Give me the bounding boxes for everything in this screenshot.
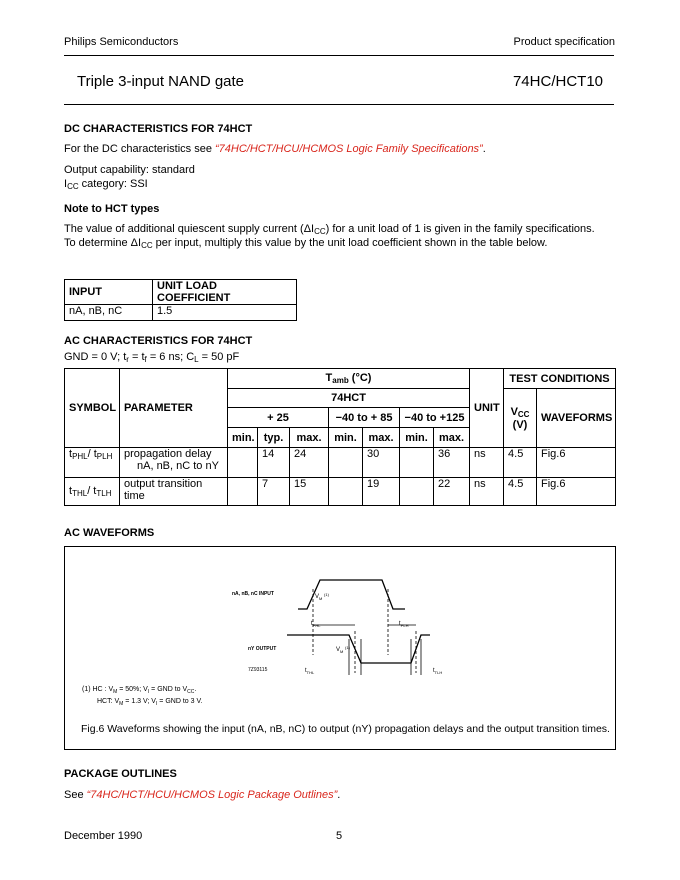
note-hc-cc: CC xyxy=(187,689,195,695)
cell-value: 19 xyxy=(363,478,400,506)
cell-symbol xyxy=(65,448,120,478)
sym-b: / t xyxy=(87,485,97,497)
note-hc-i: I xyxy=(147,689,150,695)
vm-label-in xyxy=(315,592,329,601)
ttlh-label xyxy=(433,668,442,675)
cond-b: = t xyxy=(128,351,145,363)
package-text xyxy=(64,788,340,802)
cell-value xyxy=(329,448,363,478)
table-row xyxy=(65,305,297,321)
cell-parameter xyxy=(120,448,228,478)
sym-b-sub: PLH xyxy=(96,452,113,461)
header-rule xyxy=(64,55,614,56)
waveforms-heading: AC WAVEFORMS xyxy=(64,527,155,539)
tthl-t: t xyxy=(305,668,307,674)
vcc-sub: CC xyxy=(517,409,530,419)
cell-value xyxy=(400,448,434,478)
package-suffix: . xyxy=(337,789,341,801)
family-spec-link[interactable]: “74HC/HCT/HCU/HCMOS Logic Family Specifications” xyxy=(215,143,483,155)
note-heading: Note to HCT types xyxy=(64,203,160,215)
col-symbol: SYMBOL xyxy=(65,369,120,448)
ttlh-t: t xyxy=(433,668,435,674)
vcc-unit: (V) xyxy=(512,418,528,431)
cond-l: L xyxy=(194,355,199,364)
vm-in-ref: (1) xyxy=(324,592,329,597)
doc-type: Product specification xyxy=(513,36,615,48)
ac-table xyxy=(64,368,616,506)
note-hct xyxy=(82,697,202,709)
vm-in-v: V xyxy=(315,594,320,600)
param-line-1: propagation delay xyxy=(124,448,212,460)
dc-intro xyxy=(64,142,486,156)
dc-intro-text: For the DC characteristics see xyxy=(64,143,215,155)
sym-a-sub: THL xyxy=(72,489,88,498)
note-hct-b: = 1.3 V; V xyxy=(123,698,156,705)
note-hc: (1) HC : $V_M = 50\%$; $V_I$ = GND to $V_{CC}$. xyxy=(82,686,197,695)
tplh-t: t xyxy=(399,621,401,627)
sym-b-sub: TLH xyxy=(96,489,112,498)
cell-value: 36 xyxy=(434,448,470,478)
range-85: −40 to + 85 xyxy=(329,408,400,428)
tamb-sub: amb xyxy=(332,376,349,385)
col-max-3: max. xyxy=(434,428,470,448)
company-name: Philips Semiconductors xyxy=(64,36,179,48)
note-line-1-b: ) for a unit load of 1 is given in the family specifications. xyxy=(325,223,595,235)
cell-input: nA, nB, nC xyxy=(65,305,153,321)
col-min-1: min. xyxy=(228,428,258,448)
note-hc-c: = GND to V xyxy=(149,686,188,693)
cell-vcc: 4.5 xyxy=(504,448,537,478)
table-row xyxy=(65,478,616,506)
note-hc-a: (1) HC : V xyxy=(82,686,114,693)
unit-load-table xyxy=(64,279,297,321)
ac-heading: AC CHARACTERISTICS FOR 74HCT xyxy=(64,335,253,347)
range-125: −40 to +125 xyxy=(400,408,470,428)
tplh-label xyxy=(399,621,408,628)
note-hct-a: HCT: V xyxy=(97,698,120,705)
cell-unit: ns xyxy=(470,478,504,506)
col-parameter: PARAMETER xyxy=(120,369,228,448)
waveforms-figure xyxy=(64,546,616,750)
col-max-2: max. xyxy=(363,428,400,448)
col-unit-load: UNIT LOAD COEFFICIENT xyxy=(153,280,297,305)
title-rule xyxy=(64,104,614,105)
cond-f: f xyxy=(144,355,147,364)
note-line-2: To determine $\Delta I_{CC}$ per input, multiply this value by the unit load coefficient shown in the table below. xyxy=(64,237,548,250)
waveform-note xyxy=(82,685,202,709)
vm-out-ref: (1) xyxy=(345,645,350,650)
sym-a-sub: PHL xyxy=(72,452,88,461)
family-header: 74HCT xyxy=(228,389,470,408)
note-hc-m: M xyxy=(113,689,118,695)
cond-a: GND = 0 V; t xyxy=(64,351,127,363)
tthl-sub: THL xyxy=(306,670,315,675)
cond-d: = 50 pF xyxy=(198,351,240,363)
dc-intro-end: . xyxy=(482,143,486,155)
range-25: + 25 xyxy=(228,408,329,428)
cond-c: = 6 ns; C xyxy=(146,351,195,363)
tamb-header xyxy=(228,369,470,389)
cell-waveform-ref[interactable]: Fig.6 xyxy=(537,478,616,506)
cell-waveform-ref[interactable]: Fig.6 xyxy=(537,448,616,478)
cell-vcc: 4.5 xyxy=(504,478,537,506)
drawing-code: 7Z93115 xyxy=(248,667,268,673)
cell-coefficient: 1.5 xyxy=(153,305,297,321)
sym-a: t xyxy=(69,448,73,460)
page-number: 5 xyxy=(336,830,343,842)
col-min-3: min. xyxy=(400,428,434,448)
cell-value: 30 xyxy=(363,448,400,478)
col-typ-1: typ. xyxy=(258,428,290,448)
tphl-label xyxy=(311,621,320,628)
cell-value: 14 xyxy=(258,448,290,478)
note-hct-c: = GND to 3 V. xyxy=(157,698,203,705)
footer-date: December 1990 xyxy=(64,830,143,842)
cell-value: 7 xyxy=(258,478,290,506)
cell-value: 22 xyxy=(434,478,470,506)
sym-b: / t xyxy=(87,448,97,460)
cell-parameter: output transition time xyxy=(120,478,228,506)
note-hc-b: = 50%; V xyxy=(117,686,148,693)
vm-label-out xyxy=(336,645,350,654)
param-line-2: nA, nB, nC to nY xyxy=(137,460,219,472)
tphl-t: t xyxy=(311,621,313,627)
tphl-sub: PHL xyxy=(312,623,321,628)
vm-out-v: V xyxy=(336,647,341,653)
tplh-sub: PLH xyxy=(400,623,409,628)
tamb-unit: (°C) xyxy=(348,372,372,384)
vm-in-sub: M xyxy=(319,596,323,601)
package-outlines-link[interactable]: “74HC/HCT/HCU/HCMOS Logic Package Outlines” xyxy=(86,789,338,801)
vcc-v: V xyxy=(510,405,518,418)
cell-value xyxy=(329,478,363,506)
output-waveform xyxy=(287,635,430,663)
col-min-2: min. xyxy=(329,428,363,448)
note-hct-i: I xyxy=(155,701,158,707)
ttlh-sub: TLH xyxy=(434,670,443,675)
note-line-1-a: The value of additional quiescent supply current ( xyxy=(64,223,304,235)
icc-category-text: category: SSI xyxy=(78,178,148,190)
sym-a: t xyxy=(69,485,73,497)
cell-value: 24 xyxy=(290,448,329,478)
cell-value xyxy=(228,478,258,506)
col-input: INPUT xyxy=(65,280,153,305)
note-line-1: The value of additional quiescent supply current $(\Delta I_{CC})$ for a unit load of 1 is given in the family specifications. xyxy=(64,223,595,236)
cell-symbol xyxy=(65,478,120,506)
col-vcc xyxy=(504,389,537,448)
note-hct-m: M xyxy=(119,701,124,707)
dc-heading: DC CHARACTERISTICS FOR 74HCT xyxy=(64,123,253,135)
input-label: nA, nB, nC INPUT xyxy=(232,591,274,597)
figure-caption: Fig.6 Waveforms showing the input (nA, nB, nC) to output (nY) propagation delays and the output transition times. xyxy=(81,723,610,735)
cell-unit: ns xyxy=(470,448,504,478)
col-waveforms: WAVEFORMS xyxy=(537,389,616,448)
col-max-1: max. xyxy=(290,428,329,448)
table-row xyxy=(65,448,616,478)
output-capability: Output capability: standard xyxy=(64,164,195,176)
cell-value xyxy=(228,448,258,478)
cell-value: 15 xyxy=(290,478,329,506)
page-title: Triple 3-input NAND gate xyxy=(77,73,245,90)
cond-r: r xyxy=(126,355,129,364)
tamb-t: T xyxy=(325,372,333,384)
note-line-2-b: per input, multiply this value by the unit load coefficient shown in the table below. xyxy=(152,237,548,249)
note-line-2-a: To determine xyxy=(64,237,131,249)
col-unit: UNIT xyxy=(470,369,504,448)
package-heading: PACKAGE OUTLINES xyxy=(64,768,177,780)
icc-category: $I_{CC}$ category: SSI xyxy=(64,178,148,191)
tthl-label xyxy=(305,668,314,675)
cell-value xyxy=(400,478,434,506)
vm-out-sub: M xyxy=(340,649,344,654)
test-conditions-header: TEST CONDITIONS xyxy=(504,369,616,389)
part-number: 74HC/HCT10 xyxy=(512,73,603,90)
output-label: nY OUTPUT xyxy=(248,646,277,652)
package-prefix: See xyxy=(64,789,87,801)
ac-conditions xyxy=(64,350,239,367)
